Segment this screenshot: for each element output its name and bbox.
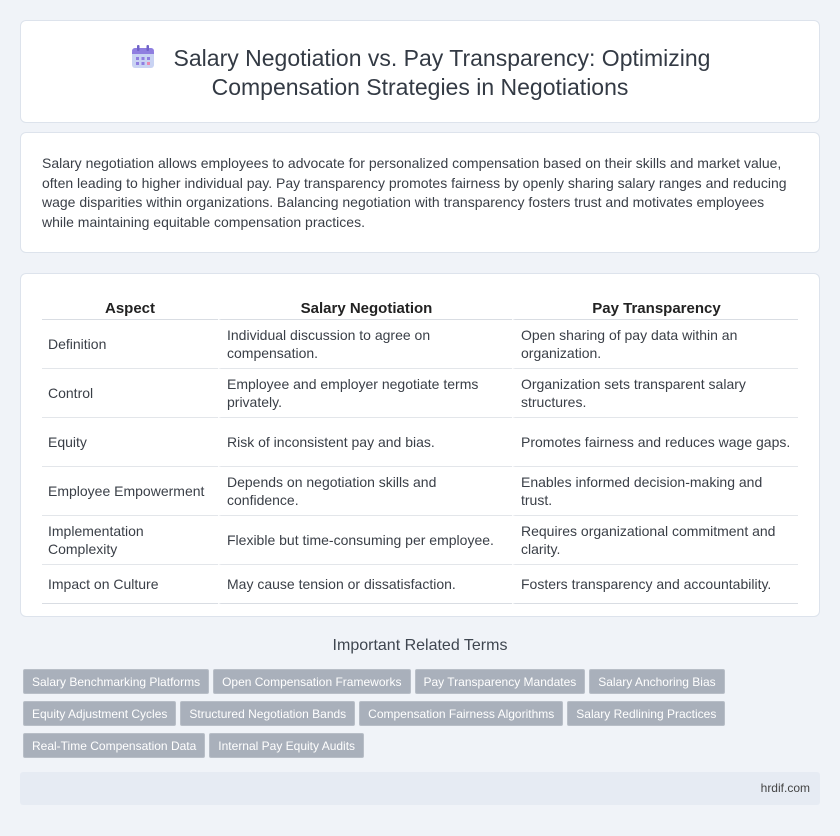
cell-aspect: Impact on Culture (42, 565, 218, 604)
related-term-tag[interactable]: Open Compensation Frameworks (213, 669, 410, 694)
table-header-row (42, 296, 798, 320)
cell-transparency: Enables informed decision-making and trust. (512, 467, 798, 516)
table-row (42, 369, 798, 418)
cell-aspect: Control (42, 369, 218, 418)
title-line-1: Salary Negotiation vs. Pay Transparency: Optimizing (173, 45, 711, 71)
related-term-tag[interactable]: Equity Adjustment Cycles (23, 701, 176, 726)
table-row (42, 565, 798, 604)
title-line-2: Compensation Strategies in Negotiations (211, 74, 629, 100)
page-title (21, 44, 819, 102)
table-row (42, 467, 798, 516)
related-term-tag[interactable]: Salary Anchoring Bias (589, 669, 724, 694)
table-row (42, 516, 798, 565)
intro-card (20, 132, 820, 253)
comparison-card (20, 273, 820, 617)
cell-negotiation: Employee and employer negotiate terms privately. (218, 369, 512, 418)
calendar-icon (130, 44, 156, 70)
cell-negotiation: Depends on negotiation skills and confidence. (218, 467, 512, 516)
related-terms-list (23, 669, 823, 765)
cell-negotiation: May cause tension or dissatisfaction. (218, 565, 512, 604)
cell-aspect: Implementation Complexity (42, 516, 218, 565)
header-pay-transparency: Pay Transparency (512, 296, 798, 320)
related-term-tag[interactable]: Internal Pay Equity Audits (209, 733, 364, 758)
cell-transparency: Open sharing of pay data within an organization. (512, 320, 798, 369)
cell-transparency: Promotes fairness and reduces wage gaps. (512, 418, 798, 467)
cell-aspect: Employee Empowerment (42, 467, 218, 516)
title-card (20, 20, 820, 123)
related-term-tag[interactable]: Real-Time Compensation Data (23, 733, 205, 758)
header-aspect: Aspect (42, 296, 218, 320)
intro-paragraph: Salary negotiation allows employees to advocate for personalized compensation based on their skills and market value, often leading to higher individual pay. Pay transparency promotes fairness by openly sharing salary ranges and reducing wage disparities within organizations. Balancing negotiation with transparency fosters trust and motivates employees while maintaining equitable compensation practices. (42, 155, 787, 230)
cell-transparency: Organization sets transparent salary structures. (512, 369, 798, 418)
cell-aspect: Definition (42, 320, 218, 369)
related-terms-title: Important Related Terms (332, 637, 508, 654)
header-salary-negotiation: Salary Negotiation (218, 296, 512, 320)
cell-transparency: Fosters transparency and accountability. (512, 565, 798, 604)
footer-site[interactable]: hrdif.com (760, 781, 810, 795)
related-term-tag[interactable]: Salary Benchmarking Platforms (23, 669, 209, 694)
cell-negotiation: Flexible but time-consuming per employee. (218, 516, 512, 565)
cell-negotiation: Risk of inconsistent pay and bias. (218, 418, 512, 467)
cell-negotiation: Individual discussion to agree on compensation. (218, 320, 512, 369)
related-term-tag[interactable]: Salary Redlining Practices (567, 701, 725, 726)
related-term-tag[interactable]: Compensation Fairness Algorithms (359, 701, 563, 726)
comparison-table (42, 296, 798, 604)
table-row (42, 418, 798, 467)
related-term-tag[interactable]: Pay Transparency Mandates (415, 669, 586, 694)
table-row (42, 320, 798, 369)
footer (20, 772, 820, 805)
cell-transparency: Requires organizational commitment and clarity. (512, 516, 798, 565)
related-term-tag[interactable]: Structured Negotiation Bands (180, 701, 355, 726)
cell-aspect: Equity (42, 418, 218, 467)
